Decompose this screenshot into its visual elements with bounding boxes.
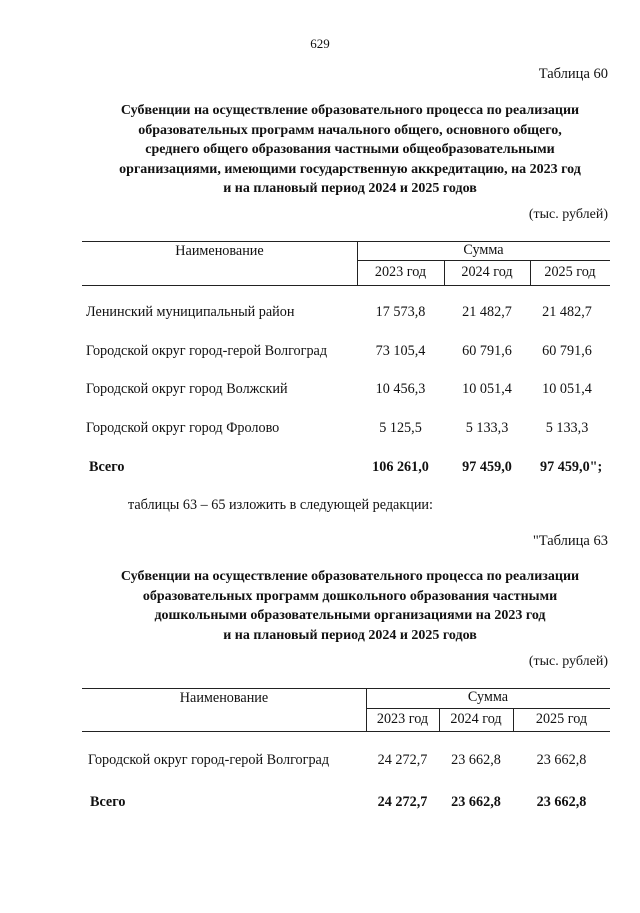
column-header-2025: 2025 год: [544, 264, 596, 280]
row-value-2025: 5 133,3: [545, 420, 589, 436]
row-name: Городской округ город-герой Волгоград: [86, 343, 328, 359]
title-line: и на плановый период 2024 и 2025 годов: [223, 627, 477, 643]
instruction-text: таблицы 63 – 65 изложить в следующей редакции:: [128, 497, 433, 513]
total-value-2024: 23 662,8: [451, 794, 501, 810]
table-63-title: [70, 567, 630, 645]
column-header-2025: 2025 год: [535, 711, 588, 727]
row-name: Ленинский муниципальный район: [86, 304, 295, 320]
column-header-sum: Сумма: [467, 689, 509, 705]
row-name: Городской округ город Волжский: [86, 381, 288, 397]
total-value-2025: 23 662,8: [536, 794, 587, 810]
row-value-2023: 24 272,7: [377, 752, 428, 768]
column-header-name: Наименование: [175, 243, 264, 259]
row-value-2025: 10 051,4: [542, 381, 592, 397]
row-value-2023: 73 105,4: [375, 343, 426, 359]
row-value-2025: 60 791,6: [542, 343, 592, 359]
total-value-2025: 97 459,0";: [540, 459, 603, 475]
table-60-unit: (тыс. рублей): [528, 207, 608, 222]
title-line: образовательных программ дошкольного образования частными: [142, 588, 558, 604]
column-header-2024: 2024 год: [450, 711, 502, 727]
column-header-sum: Сумма: [463, 242, 504, 258]
title-line: Субвенции на осуществление образовательного процесса по реализации: [120, 569, 580, 584]
title-line: среднего общего образования частными общеобразовательными: [145, 142, 555, 157]
row-value-2024: 21 482,7: [462, 304, 512, 320]
column-header-2023: 2023 год: [376, 711, 429, 727]
row-value-2023: 17 573,8: [375, 304, 426, 320]
header-mid-rule: [366, 708, 610, 709]
title-line: образовательных программ начального общего, основного общего,: [138, 122, 562, 138]
title-line: Субвенции на осуществление образовательного процесса по реализации: [120, 103, 580, 118]
total-value-2023: 106 261,0: [372, 459, 429, 475]
row-value-2024: 5 133,3: [465, 420, 509, 436]
total-label: Всего: [89, 459, 125, 475]
total-value-2024: 97 459,0: [462, 459, 512, 475]
row-value-2024: 60 791,6: [462, 343, 512, 359]
column-header-2024: 2024 год: [461, 264, 513, 280]
header-bottom-rule: [82, 285, 610, 286]
row-value-2024: 10 051,4: [462, 381, 512, 397]
column-header-2023: 2023 год: [374, 264, 427, 280]
title-line: дошкольными образовательными организациями на 2023 год: [154, 608, 546, 623]
row-name: Городской округ город-герой Волгоград: [88, 752, 330, 768]
column-header-name: Наименование: [179, 690, 269, 706]
page-number: 629: [310, 36, 330, 51]
row-name: Городской округ город Фролово: [86, 420, 280, 436]
header-mid-rule: [357, 260, 610, 261]
row-value-2024: 23 662,8: [451, 752, 501, 768]
header-bottom-rule: [82, 731, 610, 732]
row-value-2023: 10 456,3: [375, 381, 426, 397]
table-63-label: "Таблица 63: [532, 533, 608, 549]
row-value-2023: 5 125,5: [379, 420, 422, 436]
title-line: и на плановый период 2024 и 2025 годов: [223, 181, 477, 196]
title-line: организациями, имеющими государственную аккредитацию, на 2023 год: [119, 161, 581, 177]
table-63-unit: (тыс. рублей): [528, 654, 608, 669]
row-value-2025: 23 662,8: [536, 752, 587, 768]
total-value-2023: 24 272,7: [377, 794, 428, 810]
table-60-title: [70, 101, 630, 199]
total-label: Всего: [90, 794, 126, 810]
row-value-2025: 21 482,7: [542, 304, 592, 320]
table-60-label: Таблица 60: [538, 66, 608, 82]
